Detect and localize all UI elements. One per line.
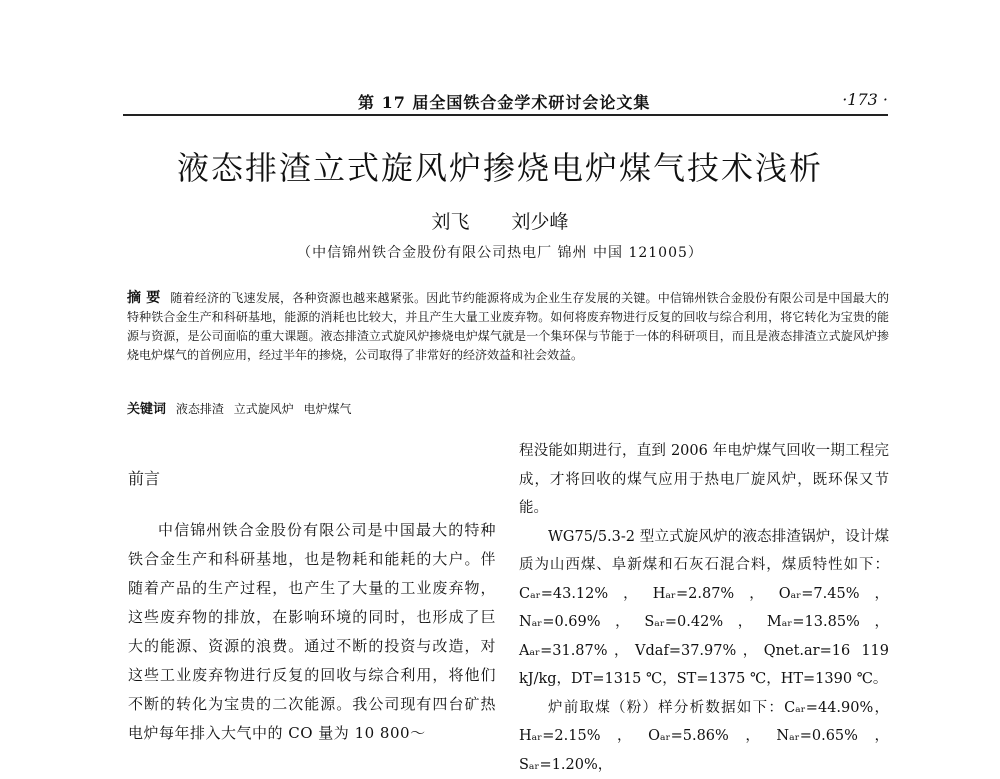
running-header [123,88,888,116]
keywords-label: 关键词 [127,402,166,417]
keyword: 电炉煤气 [304,402,352,416]
coal-sample-paragraph: 炉前取煤（粉）样分析数据如下：Cₐᵣ=44.90%，Hₐᵣ=2.15%，Oₐᵣ=5.86%，Nₐᵣ=0.65%，Sₐᵣ=1.20%， [519,694,889,779]
paper-title: 液态排渣立式旋风炉掺烧电炉煤气技术浅析 [0,143,1000,189]
left-column [128,468,496,748]
journal-title: 第 17 届全国铁合金学术研讨会论文集 [358,90,650,113]
right-column [519,437,889,779]
preface-paragraph: 中信锦州铁合金股份有限公司是中国最大的特种铁合金生产和科研基地，也是物耗和能耗的大户。伴随着产品的生产过程，也产生了大量的工业废弃物，这些废弃物的排放，在影响环境的同时，也形成了巨大的能源、资源的浪费。通过不断的投资与改造，对这些工业废弃物进行反复的回收与综合利用，将他们不断的转化为宝贵的二次能源。我公司现有四台矿热电炉每年排入大气中的 CO 量为 10 800～ [128,516,496,748]
section-heading-preface: 前言 [128,468,496,490]
body-paragraph-continued: 程没能如期进行，直到 2006 年电炉煤气回收一期工程完成，才将回收的煤气应用于热电厂旋风炉，既环保又节能。 [519,437,889,523]
keyword: 立式旋风炉 [234,402,294,416]
abstract-label: 摘 要 [127,290,160,306]
page-number: ·173 · [842,90,888,109]
authors: 刘飞 刘少峰 [0,207,1000,234]
boiler-coal-paragraph: WG75/5.3-2 型立式旋风炉的液态排渣锅炉，设计煤质为山西煤、阜新煤和石灰石混合料，煤质特性如下：Cₐᵣ=43.12%，Hₐᵣ=2.87%，Oₐᵣ=7.45%，Nₐᵣ=0.69%，Sₐᵣ=0.42%，Mₐᵣ=13.85%，Aₐᵣ=31.87%，Vdaf=37.97%，Qnet.ar=16 119 kJ/kg，DT=1315 ℃，ST=1375 ℃，HT=1390 ℃。 [519,523,889,694]
keyword: 液态排渣 [176,402,224,416]
keywords [127,400,889,419]
abstract-text: 随着经济的飞速发展，各种资源也越来越紧张。因此节约能源将成为企业生存发展的关键。中信锦州铁合金股份有限公司是中国最大的特种铁合金生产和科研基地，能源的消耗也比较大，并且产生大量工业废弃物。如何将废弃物进行反复的回收与综合利用，将它转化为宝贵的能源与资源，是公司面临的重大课题。液态排渣立式旋风炉掺烧电炉煤气就是一个集环保与节能于一体的科研项目，而且是液态排渣立式旋风炉掺烧电炉煤气的首例应用，经过半年的掺烧，公司取得了非常好的经济效益和社会效益。 [127,291,889,362]
affiliation: （中信锦州铁合金股份有限公司热电厂 锦州 中国 121005） [0,242,1000,262]
abstract [127,289,889,365]
